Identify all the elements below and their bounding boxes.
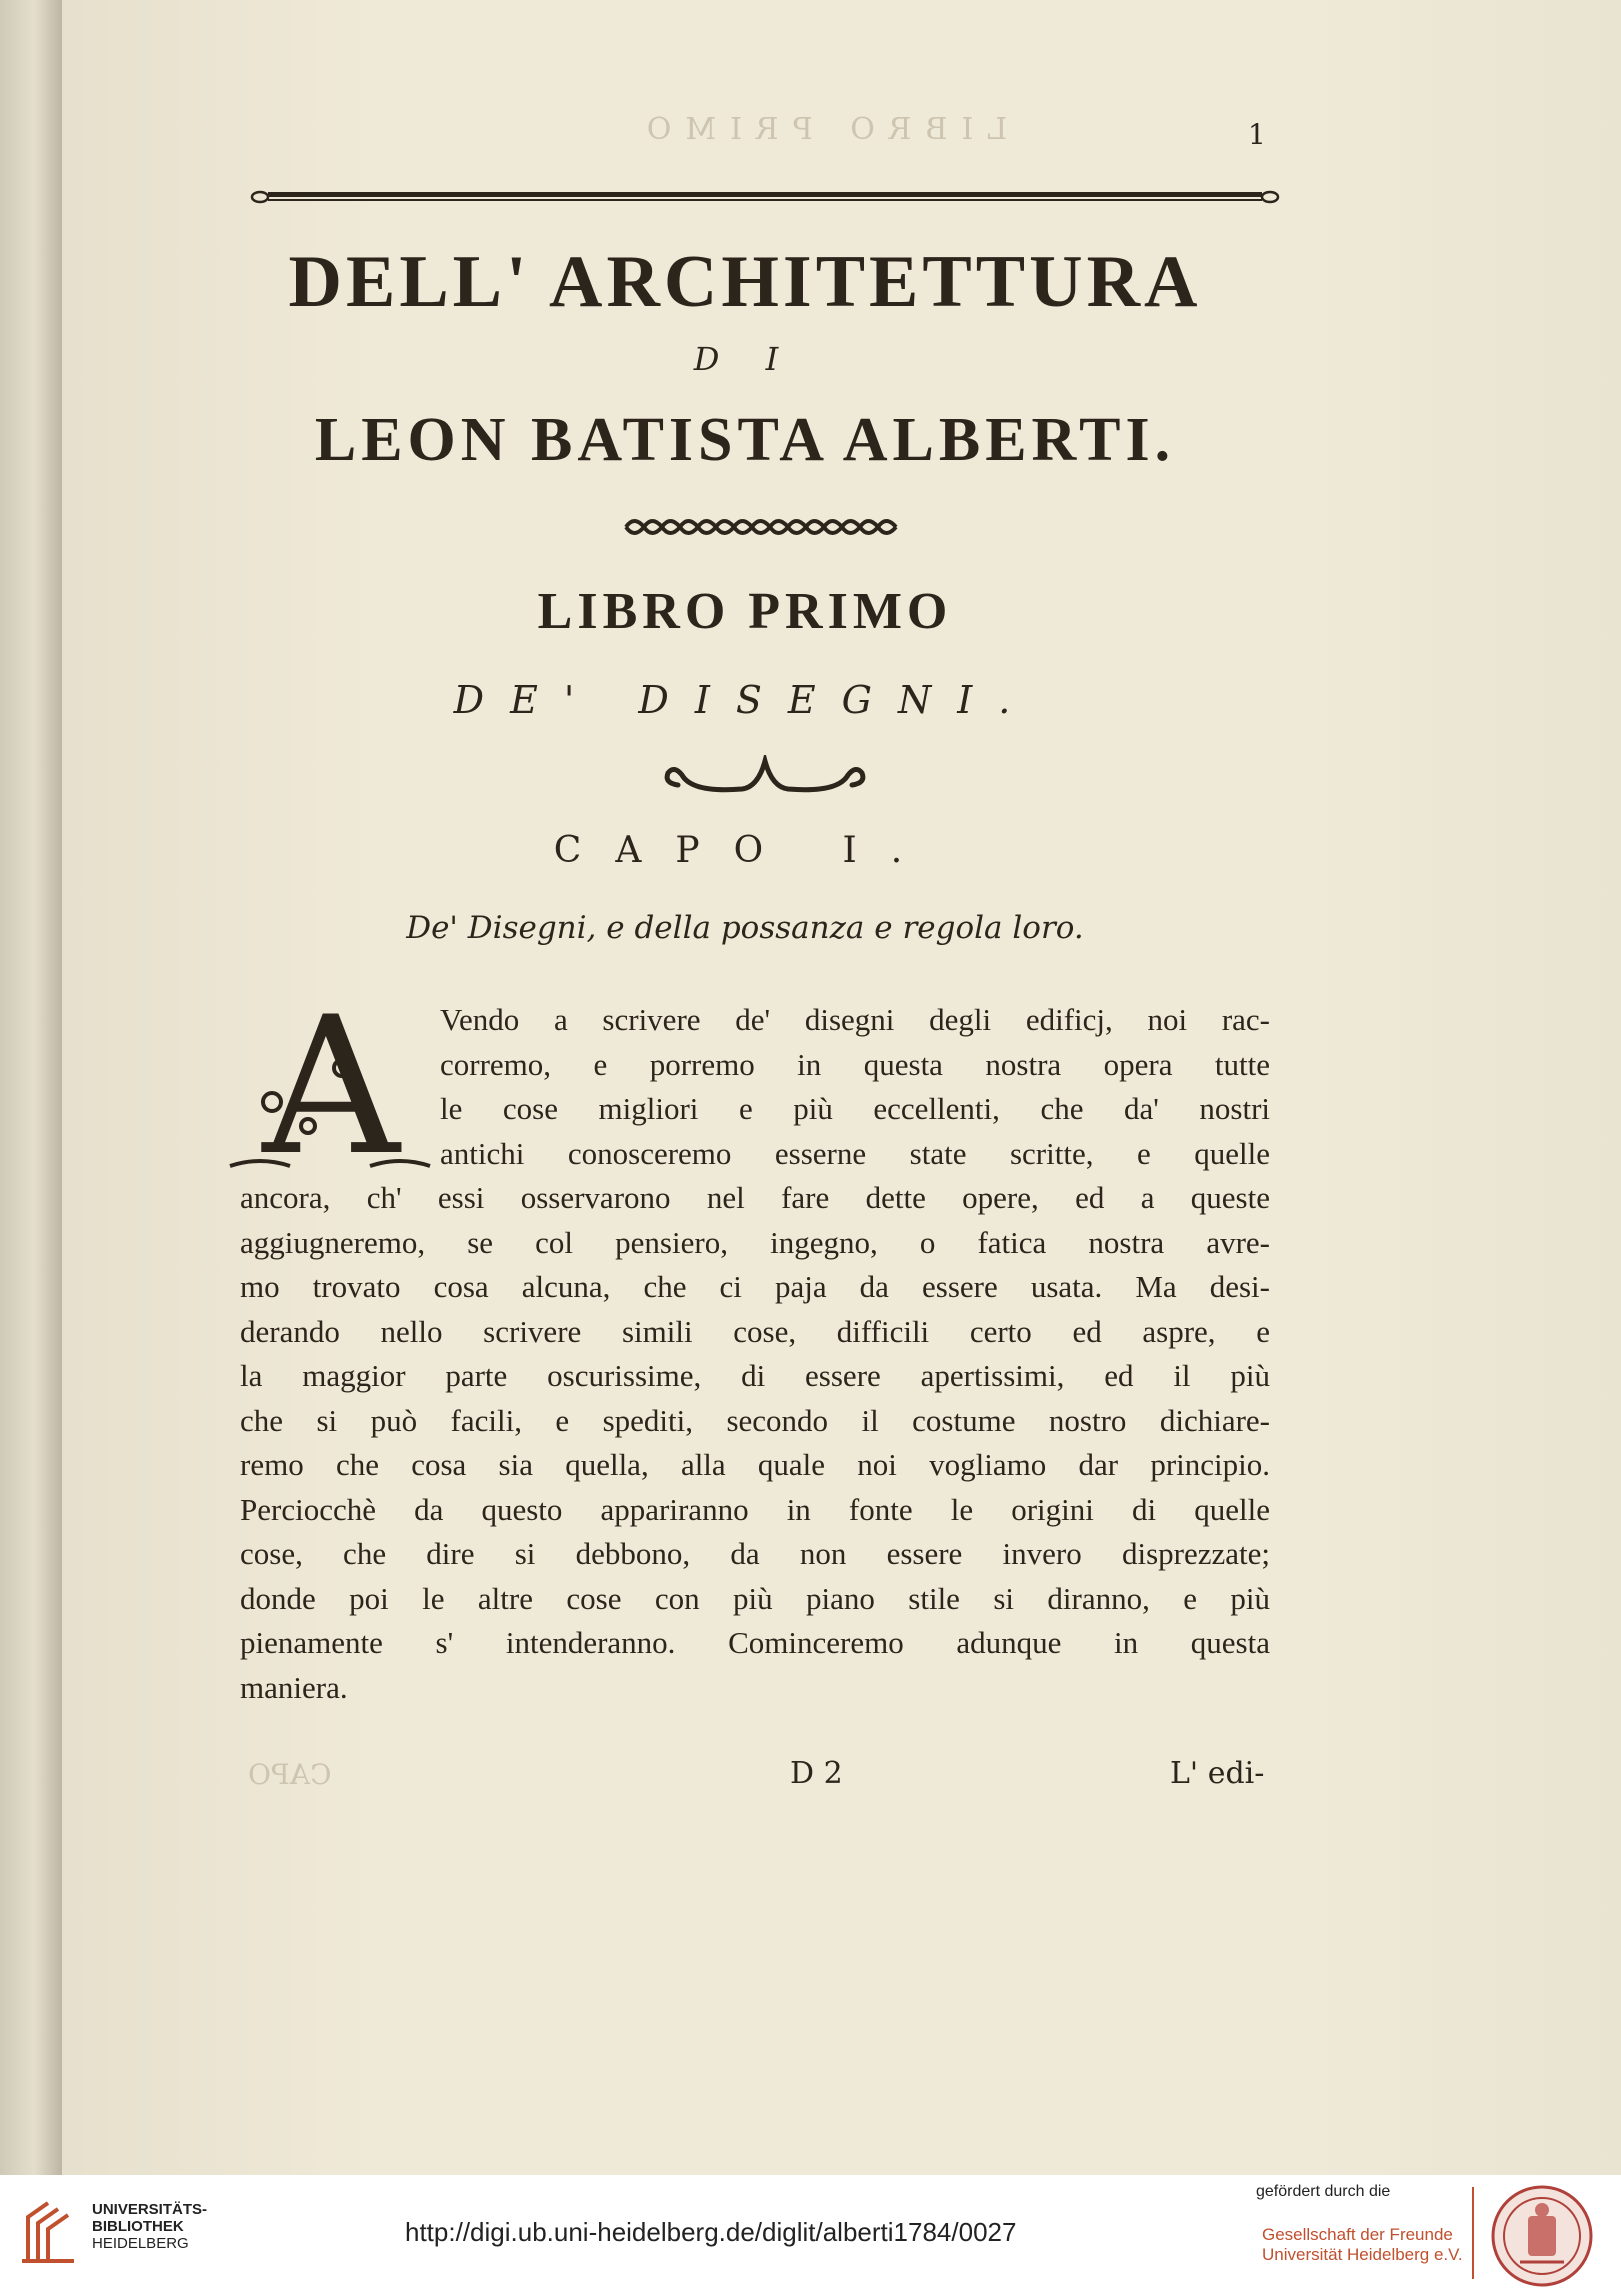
text-line: Vendo a scrivere de' disegni degli edificj, noi rac- [440,1002,1270,1037]
ghost-catchword: CAPO [248,1758,332,1791]
footer-divider [1472,2187,1474,2279]
page-number: 1 [1248,118,1266,151]
footer-bar [0,2175,1621,2291]
scroll-flourish-ornament [660,755,870,805]
text-line: che si può facili, e spediti, secondo il costume nostro dichiare- [240,1402,1270,1438]
title-di: D I [693,340,797,378]
drop-cap-letter: A [262,976,400,1197]
library-line-3: HEIDELBERG [92,2235,189,2252]
text-line: la maggior parte oscurissime, di essere apertissimi, ed il più [240,1358,1270,1393]
text-line: pienamente s' intenderanno. Cominceremo adunque in questa [240,1625,1270,1660]
ub-heidelberg-logo-icon[interactable] [18,2195,80,2267]
text-line: remo che cosa sia quella, alla quale noi vogliamo dar principio. [240,1447,1270,1482]
catchword: L' edi- [1170,1756,1265,1791]
text-line: Perciocchè da questo appariranno in fonte le origini di quelle [240,1491,1270,1527]
header-rule-ornament [250,186,1280,208]
text-line: ancora, ch' essi osservarono nel fare dette opere, ed a queste [240,1180,1270,1215]
text-line: maniera. [240,1669,348,1705]
book-heading: LIBRO PRIMO [537,583,953,640]
text-line: antichi conosceremo esserne state scritte, e quelle [440,1135,1270,1171]
text-line: le cose migliori e più eccellenti, che da' nostri [440,1091,1270,1126]
ghost-running-head: LIBRO PRIMO [632,112,1008,147]
text-line: donde poi le altre cose con più piano stile si diranno, e più [240,1580,1270,1616]
text-line: aggiugneremo, se col pensiero, ingegno, o fatica nostra avre- [240,1224,1270,1260]
permalink-url[interactable]: http://digi.ub.uni-heidelberg.de/diglit/alberti1784/0027 [405,2217,1017,2247]
author-name: LEON BATISTA ALBERTI. [314,406,1176,474]
text-line: corremo, e porremo in questa nostra opera tutte [440,1046,1270,1082]
sponsor-line-1: Gesellschaft der Freunde [1262,2225,1453,2244]
book-title: DELL' ARCHITETTURA [288,241,1202,323]
sponsor-line-2: Universität Heidelberg e.V. [1262,2245,1463,2264]
text-line: mo trovato cosa alcuna, che ci paja da essere usata. Ma desi- [240,1269,1270,1304]
chapter-subtitle: De' Disegni, e della possanza e regola loro. [406,910,1084,946]
text-line: derando nello scrivere simili cose, difficili certo ed aspre, e [240,1313,1270,1349]
sponsor-label: gefördert durch die [1256,2183,1391,2200]
sponsor-name[interactable] [1262,2225,1463,2265]
text-line: cose, che dire si debbono, da non essere invero disprezzate; [240,1536,1270,1571]
library-name [92,2201,207,2252]
chain-ornament [620,510,905,544]
library-line-1: UNIVERSITÄTS- [92,2201,208,2218]
university-seal-icon [1490,2184,1594,2288]
book-spine-edge [0,0,62,2175]
chapter-heading: CAPO I. [553,830,937,871]
chapter-body-text [240,998,1270,1710]
signature-mark: D 2 [790,1756,843,1791]
book-subtitle: DE' DISEGNI. [453,678,1037,722]
library-line-2: BIBLIOTHEK [92,2218,184,2235]
